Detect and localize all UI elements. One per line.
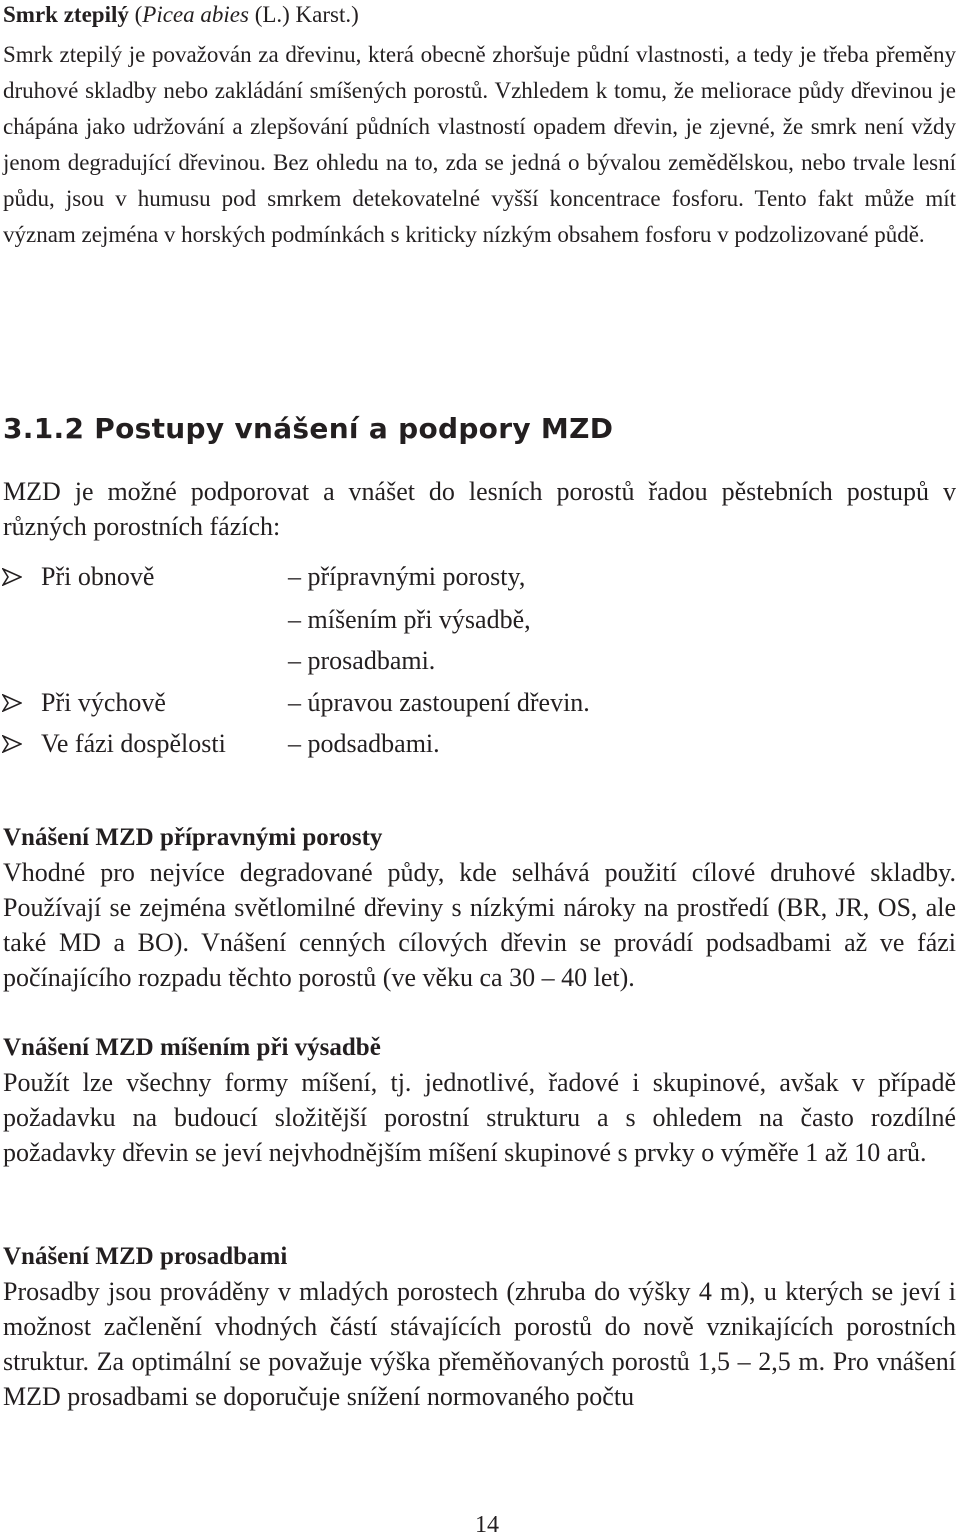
list-label: Ve fázi dospělosti bbox=[41, 729, 226, 758]
arrowhead-bullet-icon bbox=[2, 735, 22, 753]
list-item: – podsadbami. bbox=[288, 729, 440, 758]
subsection-title: Vnášení MZD prosadbami bbox=[3, 1243, 288, 1270]
subsection-title: Vnášení MZD přípravnými porosty bbox=[3, 824, 383, 851]
section-intro: MZD je možné podporovat a vnášet do lesních porostů řadou pěstebních postupů v různých porostních fázích: bbox=[3, 477, 956, 541]
species-description: Smrk ztepilý je považován za dřevinu, která obecně zhoršuje půdní vlastnosti, a tedy je třeba přeměny druhové skladby nebo zakládání smíšených porostů. Vzhledem k tomu, že meliorace půdy dřevinou je chápána jako udržování a zlepšování půdních vlastností opadem dřevin, je zjevné, že smrk není vždy jenom degradující dřevinou. Bez ohledu na to, zda se jedná o bývalou zemědělskou, nebo trvale lesní půdu, jsou v humusu pod smrkem detekovatelné vyšší koncentrace fosforu. Tento fakt může mít význam zejména v horských podmínkách s kriticky nízkým obsahem fosforu v podzolizované půdě. bbox=[3, 42, 956, 247]
list-label: Při výchově bbox=[41, 688, 166, 717]
subsection-body: Prosadby jsou prováděny v mladých porostech (zhruba do výšky 4 m), u kterých se jeví i možnost začlenění vhodných částí stávajících porostů do nově vznikajících porostních struktur. Za optimální se považuje výška přeměňovaných porostů 1,5 – 2,5 m. Pro vnášení MZD prosadbami se doporučuje snížení normovaného počtu bbox=[3, 1277, 956, 1411]
subsection-title: Vnášení MZD míšením při výsadbě bbox=[3, 1034, 381, 1061]
arrowhead-bullet-icon bbox=[2, 568, 22, 586]
list-item: – přípravnými porosty, bbox=[288, 562, 526, 591]
species-title-rest: (L.) Karst.) bbox=[248, 2, 359, 27]
page-number: 14 bbox=[475, 1512, 499, 1538]
list-item: – úpravou zastoupení dřevin. bbox=[288, 688, 590, 717]
list-item: – míšením při výsadbě, bbox=[288, 605, 531, 634]
subsection-body: Použít lze všechny formy míšení, tj. jednotlivé, řadové i skupinové, avšak v případě požadavku na budoucí složitější porostní strukturu a s ohledem na často rozdílné požadavky dřevin se jeví nejvhodnějším míšení skupinové s prvky o výměře 1 až 10 arů. bbox=[3, 1068, 956, 1167]
subsection-body: Vhodné pro nejvíce degradované půdy, kde selhává použití cílové druhové skladby. Používají se zejména světlomilné dřeviny s nízkými nároky na prostředí (BR, JR, OS, ale také MD a BO). Vnášení cenných cílových dřevin se provádí podsadbami až ve fázi počínajícího rozpadu těchto porostů (ve věku ca 30 – 40 let). bbox=[3, 858, 956, 992]
species-title-latin: Picea abies bbox=[142, 2, 249, 27]
species-title: Smrk ztepilý (Picea abies (L.) Karst.) bbox=[3, 2, 359, 27]
arrowhead-bullet-icon bbox=[2, 694, 22, 712]
species-title-bold: Smrk ztepilý bbox=[3, 2, 129, 27]
list-item: – prosadbami. bbox=[288, 646, 436, 675]
list-label: Při obnově bbox=[41, 562, 155, 591]
section-heading: 3.1.2 Postupy vnášení a podpory MZD bbox=[3, 412, 614, 445]
